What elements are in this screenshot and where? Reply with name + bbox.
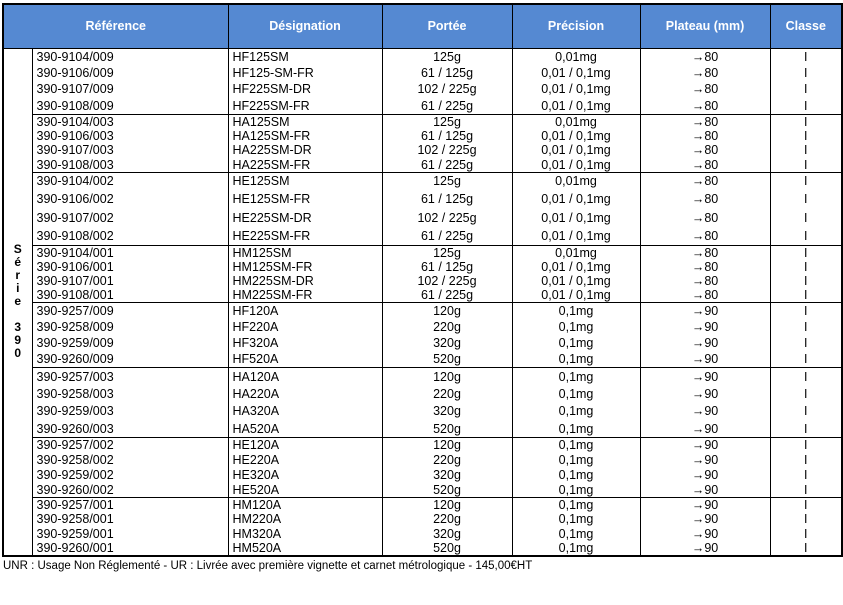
classe-cell: I [770, 48, 842, 65]
designation-cell: HA225SM-DR [228, 143, 382, 158]
precision-cell: 0,01 / 0,1mg [512, 98, 640, 115]
table-row [3, 468, 842, 483]
table-row [3, 498, 842, 513]
serie-digit: 9 [14, 333, 22, 348]
precision-cell: 0,1mg [512, 527, 640, 542]
portee-cell: 120g [382, 368, 512, 386]
precision-cell: 0,1mg [512, 498, 640, 513]
table-header [3, 4, 842, 48]
reference-cell: 390-9107/001 [32, 274, 228, 288]
table-row [3, 335, 842, 351]
precision-cell: 0,01mg [512, 114, 640, 129]
table-row [3, 403, 842, 421]
precision-cell: 0,1mg [512, 438, 640, 453]
classe-cell: I [770, 81, 842, 98]
plateau-cell: →90 [640, 512, 770, 527]
reference-cell: 390-9106/002 [32, 190, 228, 208]
serie-letter: e [14, 294, 22, 309]
portee-cell: 220g [382, 512, 512, 527]
product-spec-table [2, 3, 843, 557]
plateau-cell: →80 [640, 260, 770, 274]
column-header-plateau: Plateau (mm) [640, 4, 770, 48]
table-row [3, 274, 842, 288]
plateau-cell: →90 [640, 335, 770, 351]
footer-note: UNR : Usage Non Réglementé - UR : Livrée avec première vignette et carnet métrologique - 145,00€HT [3, 560, 533, 572]
precision-cell: 0,01 / 0,1mg [512, 143, 640, 158]
classe-cell: I [770, 368, 842, 386]
table-row [3, 158, 842, 173]
classe-cell: I [770, 143, 842, 158]
serie-letter: é [14, 255, 22, 270]
serie-letter: r [15, 268, 21, 283]
portee-cell: 125g [382, 48, 512, 65]
plateau-cell: →90 [640, 468, 770, 483]
column-header-classe: Classe [770, 4, 842, 48]
classe-cell: I [770, 98, 842, 115]
column-header-designation: Désignation [228, 4, 382, 48]
designation-cell: HF125SM [228, 48, 382, 65]
column-header-precision: Précision [512, 4, 640, 48]
plateau-cell: →80 [640, 143, 770, 158]
table-row [3, 420, 842, 438]
classe-cell: I [770, 403, 842, 421]
reference-cell: 390-9107/002 [32, 209, 228, 227]
header-row [3, 4, 842, 48]
classe-cell: I [770, 319, 842, 335]
table-row [3, 351, 842, 367]
portee-cell: 102 / 225g [382, 143, 512, 158]
precision-cell: 0,1mg [512, 420, 640, 438]
plateau-cell: →80 [640, 227, 770, 245]
designation-cell: HE520A [228, 483, 382, 498]
reference-cell: 390-9104/002 [32, 172, 228, 190]
classe-cell: I [770, 303, 842, 319]
precision-cell: 0,1mg [512, 541, 640, 556]
portee-cell: 520g [382, 483, 512, 498]
classe-cell: I [770, 351, 842, 367]
portee-cell: 61 / 225g [382, 158, 512, 173]
classe-cell: I [770, 541, 842, 556]
designation-cell: HA125SM-FR [228, 129, 382, 144]
designation-cell: HM220A [228, 512, 382, 527]
portee-cell: 120g [382, 438, 512, 453]
portee-cell: 61 / 225g [382, 98, 512, 115]
designation-cell: HE225SM-DR [228, 209, 382, 227]
reference-cell: 390-9260/001 [32, 541, 228, 556]
plateau-cell: →90 [640, 303, 770, 319]
designation-cell: HM125SM [228, 245, 382, 260]
plateau-cell: →90 [640, 483, 770, 498]
reference-cell: 390-9108/001 [32, 288, 228, 303]
precision-cell: 0,01 / 0,1mg [512, 129, 640, 144]
classe-cell: I [770, 274, 842, 288]
precision-cell: 0,01 / 0,1mg [512, 158, 640, 173]
plateau-cell: →90 [640, 319, 770, 335]
precision-cell: 0,1mg [512, 453, 640, 468]
portee-cell: 61 / 125g [382, 129, 512, 144]
table-row [3, 527, 842, 542]
table-row [3, 143, 842, 158]
table-row [3, 129, 842, 144]
precision-cell: 0,01mg [512, 245, 640, 260]
portee-cell: 120g [382, 498, 512, 513]
designation-cell: HF125-SM-FR [228, 65, 382, 82]
portee-cell: 61 / 225g [382, 227, 512, 245]
plateau-cell: →80 [640, 81, 770, 98]
classe-cell: I [770, 438, 842, 453]
portee-cell: 320g [382, 468, 512, 483]
classe-cell: I [770, 420, 842, 438]
precision-cell: 0,01 / 0,1mg [512, 209, 640, 227]
plateau-cell: →80 [640, 65, 770, 82]
plateau-cell: →80 [640, 158, 770, 173]
plateau-cell: →80 [640, 48, 770, 65]
table-body [3, 48, 842, 556]
portee-cell: 61 / 125g [382, 190, 512, 208]
designation-cell: HM225SM-FR [228, 288, 382, 303]
precision-cell: 0,01mg [512, 48, 640, 65]
plateau-cell: →80 [640, 129, 770, 144]
plateau-cell: →90 [640, 541, 770, 556]
portee-cell: 220g [382, 453, 512, 468]
table-row [3, 81, 842, 98]
portee-cell: 220g [382, 319, 512, 335]
precision-cell: 0,01 / 0,1mg [512, 81, 640, 98]
designation-cell: HE125SM [228, 172, 382, 190]
reference-cell: 390-9257/009 [32, 303, 228, 319]
table-row [3, 48, 842, 65]
reference-cell: 390-9106/009 [32, 65, 228, 82]
plateau-cell: →80 [640, 274, 770, 288]
designation-cell: HE320A [228, 468, 382, 483]
classe-cell: I [770, 172, 842, 190]
classe-cell: I [770, 65, 842, 82]
classe-cell: I [770, 190, 842, 208]
reference-cell: 390-9107/009 [32, 81, 228, 98]
designation-cell: HF320A [228, 335, 382, 351]
reference-cell: 390-9106/003 [32, 129, 228, 144]
classe-cell: I [770, 288, 842, 303]
precision-cell: 0,01 / 0,1mg [512, 65, 640, 82]
classe-cell: I [770, 527, 842, 542]
designation-cell: HM225SM-DR [228, 274, 382, 288]
plateau-cell: →90 [640, 403, 770, 421]
designation-cell: HM520A [228, 541, 382, 556]
designation-cell: HF520A [228, 351, 382, 367]
reference-cell: 390-9104/001 [32, 245, 228, 260]
table-row [3, 98, 842, 115]
designation-cell: HA520A [228, 420, 382, 438]
classe-cell: I [770, 385, 842, 403]
portee-cell: 220g [382, 385, 512, 403]
column-header-reference: Référence [3, 4, 228, 48]
portee-cell: 520g [382, 351, 512, 367]
plateau-cell: →90 [640, 453, 770, 468]
precision-cell: 0,1mg [512, 512, 640, 527]
reference-cell: 390-9260/009 [32, 351, 228, 367]
designation-cell: HM320A [228, 527, 382, 542]
classe-cell: I [770, 483, 842, 498]
plateau-cell: →80 [640, 288, 770, 303]
precision-cell: 0,1mg [512, 303, 640, 319]
precision-cell: 0,1mg [512, 319, 640, 335]
portee-cell: 520g [382, 541, 512, 556]
table-row [3, 260, 842, 274]
plateau-cell: →90 [640, 351, 770, 367]
precision-cell: 0,1mg [512, 368, 640, 386]
reference-cell: 390-9106/001 [32, 260, 228, 274]
classe-cell: I [770, 245, 842, 260]
reference-cell: 390-9108/002 [32, 227, 228, 245]
plateau-cell: →80 [640, 98, 770, 115]
reference-cell: 390-9107/003 [32, 143, 228, 158]
table-row [3, 541, 842, 556]
reference-cell: 390-9257/001 [32, 498, 228, 513]
plateau-cell: →90 [640, 368, 770, 386]
column-header-portee: Portée [382, 4, 512, 48]
precision-cell: 0,01mg [512, 172, 640, 190]
table-row [3, 209, 842, 227]
portee-cell: 61 / 125g [382, 260, 512, 274]
designation-cell: HA125SM [228, 114, 382, 129]
classe-cell: I [770, 129, 842, 144]
plateau-cell: →80 [640, 245, 770, 260]
reference-cell: 390-9108/009 [32, 98, 228, 115]
reference-cell: 390-9260/003 [32, 420, 228, 438]
designation-cell: HM120A [228, 498, 382, 513]
portee-cell: 520g [382, 420, 512, 438]
plateau-cell: →90 [640, 420, 770, 438]
reference-cell: 390-9104/003 [32, 114, 228, 129]
reference-cell: 390-9258/001 [32, 512, 228, 527]
designation-cell: HE225SM-FR [228, 227, 382, 245]
plateau-cell: →90 [640, 527, 770, 542]
designation-cell: HE125SM-FR [228, 190, 382, 208]
reference-cell: 390-9257/003 [32, 368, 228, 386]
classe-cell: I [770, 512, 842, 527]
table-row [3, 227, 842, 245]
reference-cell: 390-9259/009 [32, 335, 228, 351]
table-row [3, 288, 842, 303]
reference-cell: 390-9104/009 [32, 48, 228, 65]
precision-cell: 0,01 / 0,1mg [512, 190, 640, 208]
reference-cell: 390-9108/003 [32, 158, 228, 173]
designation-cell: HA320A [228, 403, 382, 421]
table-row [3, 190, 842, 208]
portee-cell: 320g [382, 527, 512, 542]
designation-cell: HE220A [228, 453, 382, 468]
portee-cell: 320g [382, 403, 512, 421]
precision-cell: 0,1mg [512, 335, 640, 351]
designation-cell: HF225SM-FR [228, 98, 382, 115]
reference-cell: 390-9259/003 [32, 403, 228, 421]
reference-cell: 390-9258/009 [32, 319, 228, 335]
portee-cell: 102 / 225g [382, 81, 512, 98]
portee-cell: 125g [382, 114, 512, 129]
portee-cell: 61 / 225g [382, 288, 512, 303]
table-row [3, 483, 842, 498]
classe-cell: I [770, 453, 842, 468]
plateau-cell: →90 [640, 498, 770, 513]
precision-cell: 0,1mg [512, 483, 640, 498]
precision-cell: 0,01 / 0,1mg [512, 260, 640, 274]
serie-390-label [3, 48, 32, 556]
plateau-cell: →90 [640, 385, 770, 403]
designation-cell: HF225SM-DR [228, 81, 382, 98]
precision-cell: 0,1mg [512, 468, 640, 483]
plateau-cell: →90 [640, 438, 770, 453]
reference-cell: 390-9259/001 [32, 527, 228, 542]
reference-cell: 390-9257/002 [32, 438, 228, 453]
classe-cell: I [770, 209, 842, 227]
portee-cell: 102 / 225g [382, 274, 512, 288]
plateau-cell: →80 [640, 172, 770, 190]
table-row [3, 512, 842, 527]
reference-cell: 390-9259/002 [32, 468, 228, 483]
precision-cell: 0,1mg [512, 403, 640, 421]
classe-cell: I [770, 260, 842, 274]
portee-cell: 125g [382, 172, 512, 190]
designation-cell: HA120A [228, 368, 382, 386]
plateau-cell: →80 [640, 114, 770, 129]
classe-cell: I [770, 335, 842, 351]
classe-cell: I [770, 498, 842, 513]
table-row [3, 453, 842, 468]
serie-digit: 3 [14, 320, 22, 335]
table-row [3, 245, 842, 260]
precision-cell: 0,1mg [512, 351, 640, 367]
plateau-cell: →80 [640, 190, 770, 208]
designation-cell: HF220A [228, 319, 382, 335]
table-row [3, 319, 842, 335]
designation-cell: HE120A [228, 438, 382, 453]
serie-digit: 0 [14, 346, 22, 361]
portee-cell: 120g [382, 303, 512, 319]
portee-cell: 320g [382, 335, 512, 351]
table-row [3, 172, 842, 190]
reference-cell: 390-9258/002 [32, 453, 228, 468]
table-row [3, 368, 842, 386]
table-row [3, 385, 842, 403]
classe-cell: I [770, 114, 842, 129]
plateau-cell: →80 [640, 209, 770, 227]
precision-cell: 0,01 / 0,1mg [512, 288, 640, 303]
classe-cell: I [770, 468, 842, 483]
precision-cell: 0,01 / 0,1mg [512, 227, 640, 245]
reference-cell: 390-9260/002 [32, 483, 228, 498]
portee-cell: 125g [382, 245, 512, 260]
designation-cell: HM125SM-FR [228, 260, 382, 274]
classe-cell: I [770, 158, 842, 173]
designation-cell: HA225SM-FR [228, 158, 382, 173]
portee-cell: 61 / 125g [382, 65, 512, 82]
designation-cell: HF120A [228, 303, 382, 319]
portee-cell: 102 / 225g [382, 209, 512, 227]
table-row [3, 438, 842, 453]
serie-letter: S [13, 242, 22, 257]
precision-cell: 0,01 / 0,1mg [512, 274, 640, 288]
table-row [3, 65, 842, 82]
table-row [3, 303, 842, 319]
serie-letter: i [16, 281, 20, 296]
designation-cell: HA220A [228, 385, 382, 403]
table-row [3, 114, 842, 129]
classe-cell: I [770, 227, 842, 245]
reference-cell: 390-9258/003 [32, 385, 228, 403]
precision-cell: 0,1mg [512, 385, 640, 403]
